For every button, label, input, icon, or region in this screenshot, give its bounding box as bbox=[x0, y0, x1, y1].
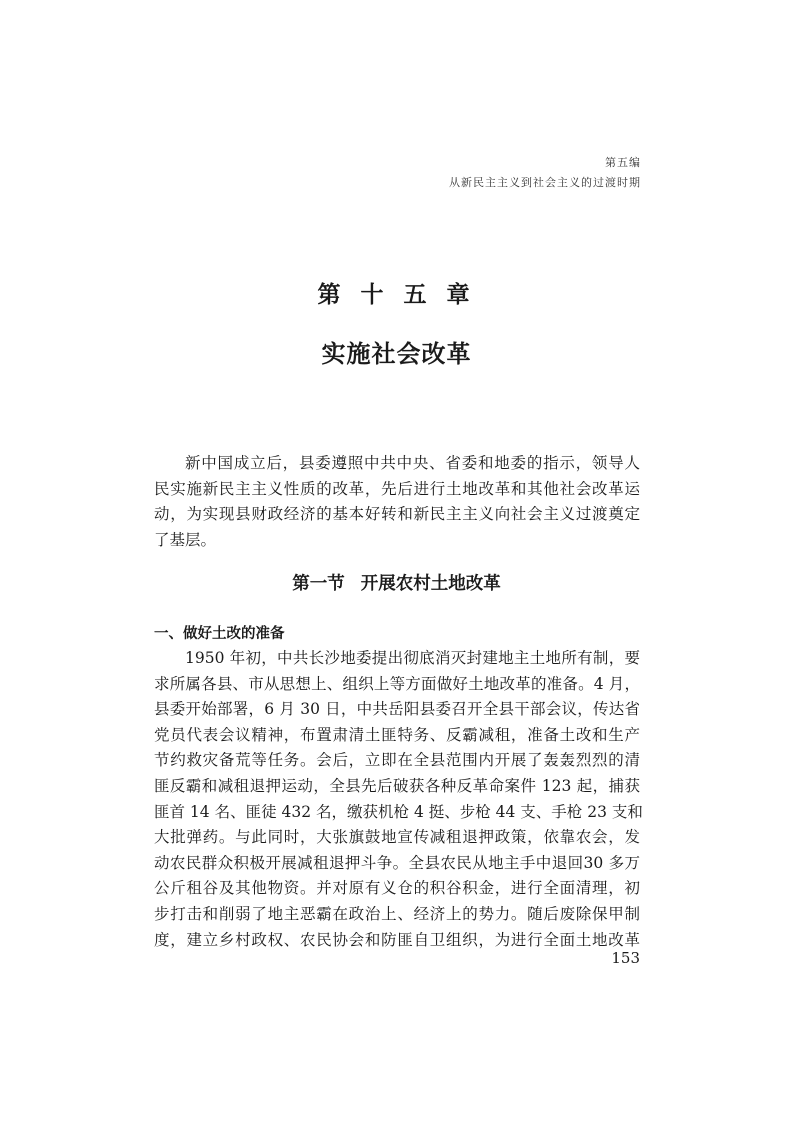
section-title: 第一节 开展农村土地改革 bbox=[292, 574, 501, 594]
body-line: 1950 年初，中共长沙地委提出彻底消灭封建地主土地所有制，要 bbox=[185, 649, 640, 667]
subsection-title: 一、做好土改的准备 bbox=[154, 626, 285, 642]
running-header bbox=[449, 153, 641, 193]
body-line: 节约救灾备荒等任务。会后，立即在全县范围内开展了轰轰烈烈的清 bbox=[154, 751, 640, 770]
body-paragraph bbox=[154, 646, 643, 953]
body-line: 匪反霸和减租退押运动，全县先后破获各种反革命案件 123 起，捕获 bbox=[154, 776, 640, 795]
body-line: 动农民群众积极开展减租退押斗争。全县农民从地主手中退回30 多万 bbox=[154, 853, 640, 872]
body-line: 度，建立乡村政权、农民协会和防匪自卫组织，为进行全面土地改革 bbox=[154, 930, 640, 949]
running-header-part-title: 从新民主主义到社会主义的过渡时期 bbox=[449, 176, 641, 189]
body-line: 步打击和削弱了地主恶霸在政治上、经济上的势力。随后废除保甲制 bbox=[154, 904, 640, 923]
body-line: 党员代表会议精神，布置肃清土匪特务、反霸减租，准备土改和生产 bbox=[154, 725, 640, 744]
body-line: 县委开始部署，6 月 30 日，中共岳阳县委召开全县干部会议，传达省 bbox=[154, 700, 640, 719]
page-number: 153 bbox=[611, 949, 640, 967]
chapter-number: 第 十 五 章 bbox=[317, 282, 476, 308]
intro-line: 了基层。 bbox=[154, 530, 217, 549]
running-header-part: 第五编 bbox=[605, 156, 641, 169]
body-line: 匪首 14 名、匪徒 432 名，缴获机枪 4 挺、步枪 44 支、手枪 23 支和 bbox=[154, 802, 643, 821]
chapter-title: 实施社会改革 bbox=[321, 339, 472, 368]
intro-line: 新中国成立后，县委遵照中共中央、省委和地委的指示，领导人 bbox=[185, 454, 640, 472]
intro-line: 民实施新民主主义性质的改革，先后进行土地改革和其他社会改革运 bbox=[154, 479, 640, 498]
body-line: 公斤租谷及其他物资。并对原有义仓的积谷积金，进行全面清理，初 bbox=[154, 879, 640, 898]
body-line: 大批弹药。与此同时，大张旗鼓地宣传减租退押政策，依靠农会，发 bbox=[154, 828, 640, 847]
intro-line: 动，为实现县财政经济的基本好转和新民主主义向社会主义过渡奠定 bbox=[154, 505, 640, 524]
body-line: 求所属各县、市从思想上、组织上等方面做好土地改革的准备。4 月， bbox=[154, 674, 640, 693]
intro-paragraph bbox=[154, 451, 640, 553]
